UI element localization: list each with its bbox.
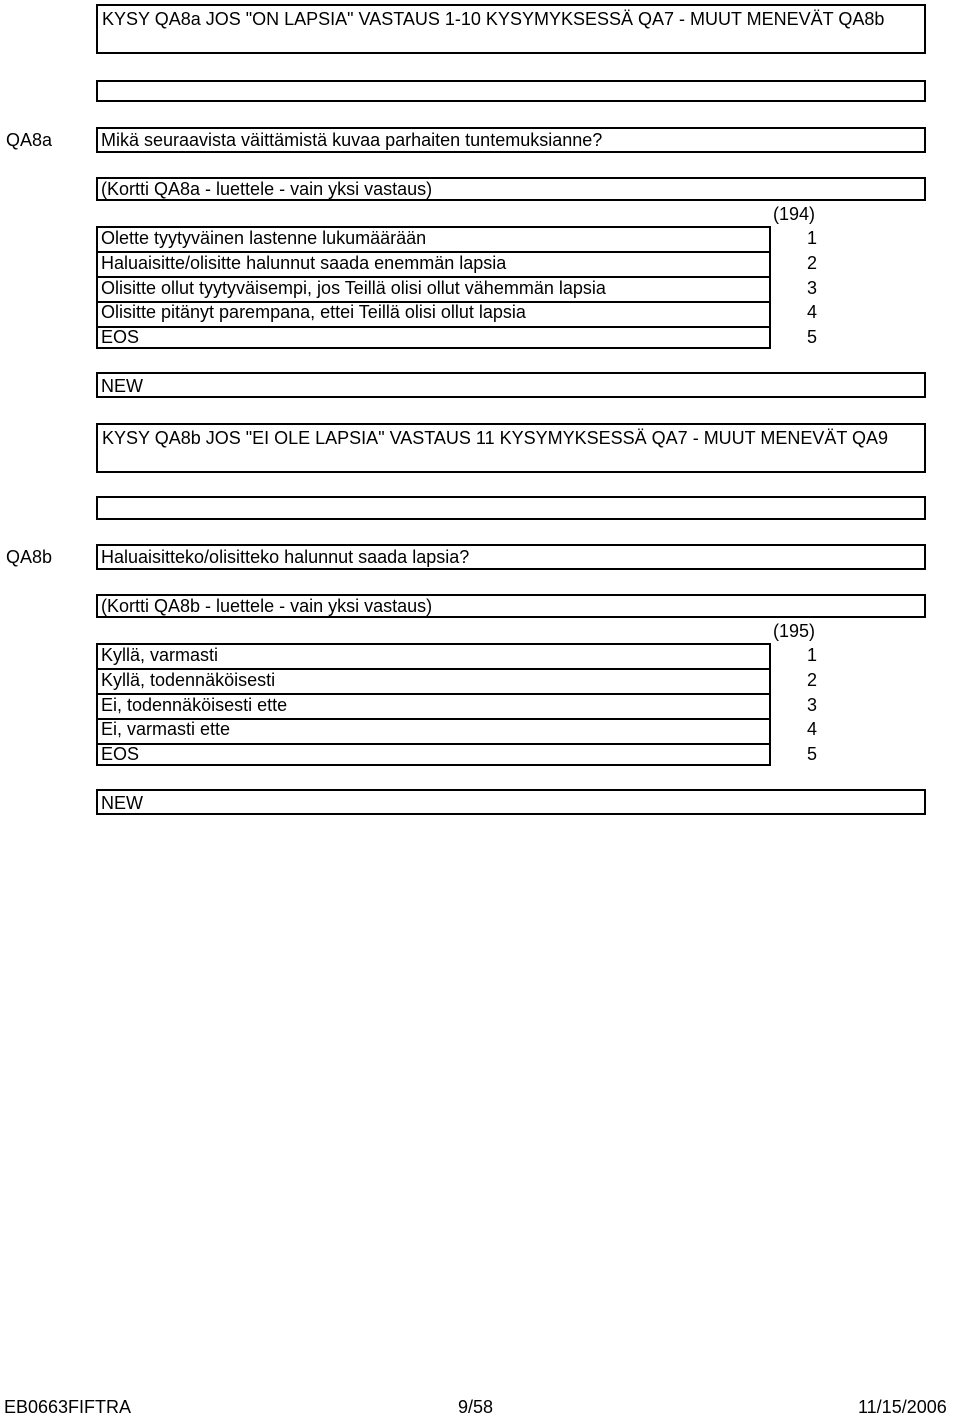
option-label: EOS xyxy=(101,744,140,764)
instruction-box-qa8b xyxy=(96,423,926,473)
option-code: 2 xyxy=(806,670,817,690)
option-code: 4 xyxy=(806,302,817,322)
card-note-qa8a: (Kortti QA8a - luettele - vain yksi vastaus) xyxy=(101,179,433,199)
card-note-qa8b: (Kortti QA8b - luettele - vain yksi vastaus) xyxy=(101,596,433,616)
option-label: Ei, varmasti ette xyxy=(101,719,231,739)
new-box-qa8b xyxy=(96,789,926,815)
option-label: Haluaisitte/olisitte halunnut saada enemmän lapsia xyxy=(101,253,507,273)
option-label: Kyllä, todennäköisesti xyxy=(101,670,276,690)
option-code: 1 xyxy=(806,228,817,248)
option-label: EOS xyxy=(101,327,140,347)
new-label-qa8b: NEW xyxy=(101,793,143,813)
footer-date: 11/15/2006 xyxy=(858,1397,947,1417)
question-text-qa8b: Haluaisitteko/olisitteko halunnut saada lapsia? xyxy=(101,547,470,567)
option-label: Olisitte ollut tyytyväisempi, jos Teillä olisi ollut vähemmän lapsia xyxy=(101,278,606,298)
option-label: Ei, todennäköisesti ette xyxy=(101,695,288,715)
option-label: Olisitte pitänyt parempana, ettei Teillä olisi ollut lapsia xyxy=(101,302,526,322)
question-text-qa8a: Mikä seuraavista väittämistä kuvaa parhaiten tuntemuksianne? xyxy=(101,130,603,150)
question-id-qa8b: QA8b xyxy=(6,547,53,567)
new-label-qa8a: NEW xyxy=(101,376,143,396)
instruction-text-qa8b: KYSY QA8b JOS "EI OLE LAPSIA" VASTAUS 11 KYSYMYKSESSÄ QA7 - MUUT MENEVÄT QA9 xyxy=(102,428,889,448)
question-id-qa8a: QA8a xyxy=(6,130,53,150)
option-code: 2 xyxy=(806,253,817,273)
blank-box-qa8b xyxy=(96,496,926,520)
option-code: 1 xyxy=(806,645,817,665)
column-code-qa8a: (194) xyxy=(773,204,816,224)
footer-doc-id: EB0663FIFTRA xyxy=(4,1397,132,1417)
footer-page-number: 9/58 xyxy=(458,1397,494,1417)
blank-box-qa8a xyxy=(96,80,926,102)
option-code: 4 xyxy=(806,719,817,739)
option-label: Kyllä, varmasti xyxy=(101,645,219,665)
instruction-box-qa8a xyxy=(96,4,926,54)
option-label: Olette tyytyväinen lastenne lukumäärään xyxy=(101,228,427,248)
instruction-text-qa8a: KYSY QA8a JOS "ON LAPSIA" VASTAUS 1-10 KYSYMYKSESSÄ QA7 - MUUT MENEVÄT QA8b xyxy=(102,9,885,29)
option-code: 5 xyxy=(806,327,817,347)
option-code: 5 xyxy=(806,744,817,764)
option-code: 3 xyxy=(806,278,817,298)
new-box-qa8a xyxy=(96,372,926,398)
option-code: 3 xyxy=(806,695,817,715)
column-code-qa8b: (195) xyxy=(773,621,816,641)
